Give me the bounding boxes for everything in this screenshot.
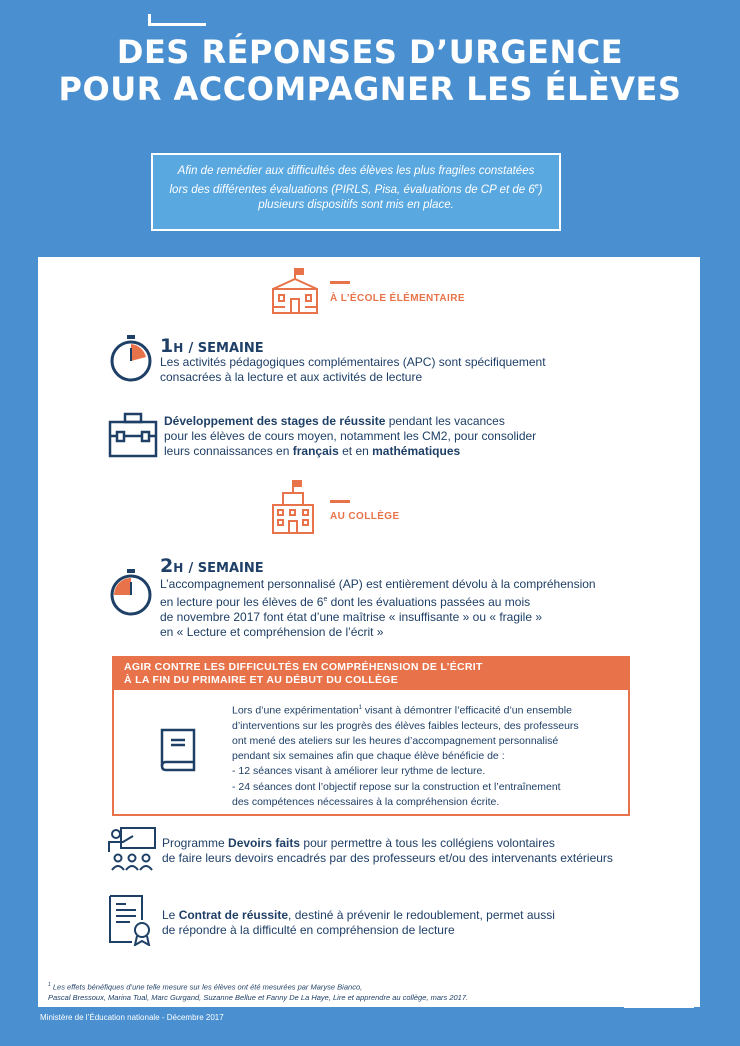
book-icon [158,726,198,776]
certificate-icon [108,894,154,946]
intro-line-3: plusieurs dispositifs sont mis en place. [258,198,454,211]
hours-2-headline: 2H / SEMAINE [160,555,264,577]
top-corner-mark [148,14,206,26]
section-dash [330,500,350,503]
college-building-icon [270,479,316,535]
title-line-2: POUR ACCOMPAGNER LES ÉLÈVES [58,70,682,108]
school-building-icon [270,267,320,315]
section-dash [330,281,350,284]
item-3-text: L’accompagnement personnalisé (AP) est entièrement dévolu à la compréhension en lecture pour les élèves de 6e dont les évaluations passées au mois de novembre 2017 font état d’une maîtrise « insuffisante » ou « fragile » en « Lecture et compréhension de l’écrit » [160,577,596,639]
hours-1-headline: 1H / SEMAINE [160,335,264,357]
highlight-box [112,656,630,816]
footer-credit: Ministère de l’Éducation nationale - Décembre 2017 [40,1013,224,1022]
item-1-text: Les activités pédagogiques complémentaires (APC) sont spécifiquement consacrées à la lecture et aux activités de lecture [160,355,546,384]
clock-icon [108,335,154,383]
page-title [0,34,740,108]
ecole-confiance-logo: POUR L’ÉCOLE DE LA CONFIANCE [598,990,698,1018]
intro-line-1: Afin de remédier aux difficultés des élèves les plus fragiles constatées [177,165,535,177]
item-2-text: Développement des stages de réussite pendant les vacances pour les élèves de cours moyen, notamment les CM2, pour consolider leurs connaissances en français et en mathématiques [164,414,537,458]
intro-line-2: lors des différentes évaluations (PIRLS, Pisa, évaluations de CP et de 6e) [169,183,543,196]
highlight-box-heading: AGIR CONTRE LES DIFFICULTÉS EN COMPRÉHENSION DE L’ÉCRIT À LA FIN DU PRIMAIRE ET AU DÉBUT DU COLLÈGE [114,658,628,690]
toolbox-icon [108,412,158,458]
highlight-box-text: Lors d’une expérimentation$^1$ visant à démontrer l’efficacité d’un ensemble d’interventions sur les progrès des élèves faibles lecteurs, des professeurs ont mené des ateliers sur les heures d’accompagnement personnalisé pendant six semaines afin que chaque élève bénéficie de : - 12 séances visant à améliorer leur rythme de lecture. - 24 séances dont l’objectif repose sur la construction et l’entraînement des compétences nécessaires à la compréhension écrite. [232,704,579,808]
clock-icon [108,569,154,617]
teacher-students-icon [107,826,157,872]
title-line-1: DES RÉPONSES D’URGENCE [116,33,624,71]
item-4-text: Programme Devoirs faits pour permettre à tous les collégiens volontaires de faire leurs devoirs encadrés par des professeurs et/ou des intervenants extérieurs [162,836,613,865]
section-label-college: AU COLLÈGE [330,511,400,522]
footnote: $^1$ Les effets bénéfiques d’une telle mesure sur les élèves ont été mesurées par Maryse Bianco, Pascal Bressoux, Marina Tual, Marc Gurgand, Suzanne Bellue et Fanny De La Haye, Lire et apprendre au collège, mars 2017. [48,982,469,1002]
section-label-elementaire: À L’ÉCOLE ÉLÉMENTAIRE [330,293,465,304]
intro-box [151,153,561,231]
item-5-text: Le Contrat de réussite, destiné à prévenir le redoublement, permet aussi de répondre à la difficulté en compréhension de lecture [162,908,555,937]
